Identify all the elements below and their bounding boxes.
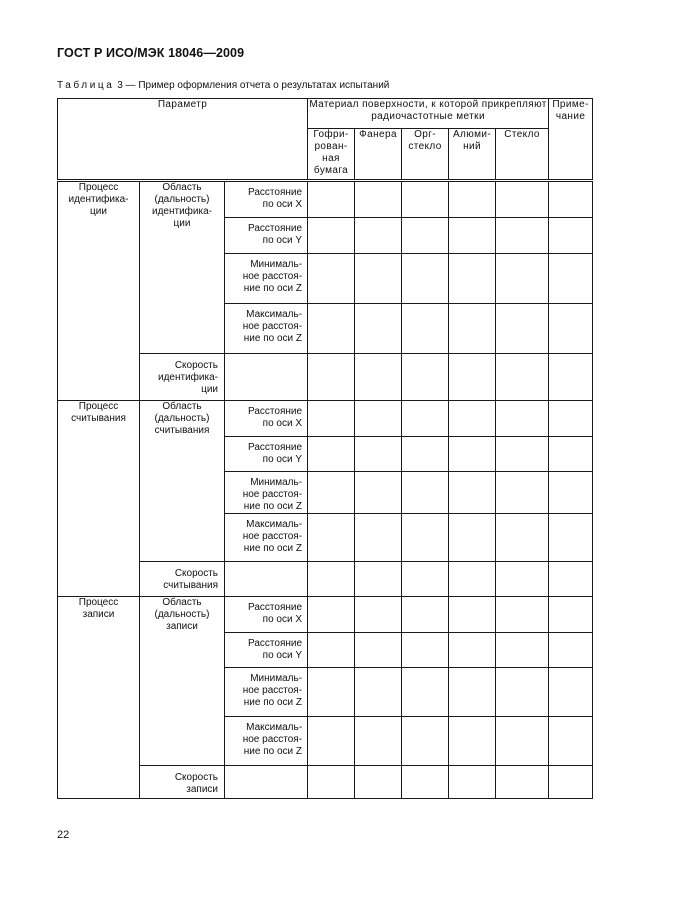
data-cell bbox=[549, 472, 593, 514]
data-cell bbox=[308, 717, 355, 766]
data-cell bbox=[308, 472, 355, 514]
area-label: Область (дальность) считывания bbox=[140, 401, 225, 562]
data-cell bbox=[355, 401, 402, 437]
data-cell bbox=[308, 668, 355, 717]
header-material-group: Материал поверхности, к которой прикрепляют радиочастотные метки bbox=[308, 99, 549, 129]
header-material: Алюми- ний bbox=[449, 129, 496, 181]
area-label: Область (дальность) идентифика- ции bbox=[140, 181, 225, 354]
data-cell bbox=[549, 562, 593, 597]
data-cell bbox=[496, 218, 549, 254]
measurement-label: Расстояние по оси Y bbox=[225, 633, 308, 668]
data-cell bbox=[549, 218, 593, 254]
data-cell bbox=[549, 717, 593, 766]
data-cell bbox=[402, 514, 449, 562]
data-cell bbox=[449, 766, 496, 799]
data-cell bbox=[496, 354, 549, 401]
data-cell bbox=[355, 597, 402, 633]
measurement-label: Расстояние по оси Y bbox=[225, 437, 308, 472]
data-cell bbox=[308, 437, 355, 472]
data-cell bbox=[496, 633, 549, 668]
data-cell bbox=[496, 437, 549, 472]
header-material: Гофри- рован- ная бумага bbox=[308, 129, 355, 181]
process-label: Процесс записи bbox=[58, 597, 140, 799]
area-label: Область (дальность) записи bbox=[140, 597, 225, 766]
data-cell bbox=[355, 218, 402, 254]
header-material: Фанера bbox=[355, 129, 402, 181]
data-cell bbox=[449, 514, 496, 562]
data-cell bbox=[355, 304, 402, 354]
measurement-label: Расстояние по оси X bbox=[225, 401, 308, 437]
data-cell bbox=[496, 562, 549, 597]
data-cell bbox=[402, 304, 449, 354]
data-cell bbox=[402, 354, 449, 401]
data-cell bbox=[402, 218, 449, 254]
data-cell bbox=[496, 597, 549, 633]
data-cell bbox=[449, 218, 496, 254]
page-number: 22 bbox=[57, 829, 70, 841]
data-cell bbox=[355, 437, 402, 472]
table-caption bbox=[57, 80, 389, 91]
data-cell bbox=[496, 717, 549, 766]
data-cell bbox=[402, 401, 449, 437]
data-cell bbox=[402, 633, 449, 668]
table-caption-text: 3 — Пример оформления отчета о результатах испытаний bbox=[114, 80, 390, 91]
data-cell bbox=[355, 562, 402, 597]
data-cell bbox=[402, 597, 449, 633]
data-cell bbox=[449, 597, 496, 633]
data-cell bbox=[355, 668, 402, 717]
data-cell bbox=[496, 181, 549, 218]
data-cell bbox=[355, 254, 402, 304]
data-cell bbox=[308, 304, 355, 354]
speed-label: Скорость идентифика- ции bbox=[140, 354, 225, 401]
header-material: Стекло bbox=[496, 129, 549, 181]
data-cell bbox=[402, 437, 449, 472]
data-cell bbox=[449, 254, 496, 304]
data-cell bbox=[549, 254, 593, 304]
data-cell bbox=[355, 354, 402, 401]
data-cell bbox=[402, 181, 449, 218]
data-cell bbox=[549, 354, 593, 401]
data-cell bbox=[449, 472, 496, 514]
data-cell bbox=[355, 472, 402, 514]
data-cell bbox=[308, 514, 355, 562]
header-parameter: Параметр bbox=[58, 99, 308, 181]
data-cell bbox=[496, 254, 549, 304]
data-cell bbox=[449, 354, 496, 401]
data-cell bbox=[308, 597, 355, 633]
measurement-label: Расстояние по оси X bbox=[225, 597, 308, 633]
data-cell bbox=[549, 304, 593, 354]
measurement-label: Минималь- ное расстоя- ние по оси Z bbox=[225, 668, 308, 717]
data-cell bbox=[308, 354, 355, 401]
measurement-label: Максималь- ное расстоя- ние по оси Z bbox=[225, 717, 308, 766]
table-caption-label: Таблица bbox=[57, 80, 115, 91]
data-cell bbox=[225, 354, 308, 401]
data-cell bbox=[355, 633, 402, 668]
data-cell bbox=[308, 181, 355, 218]
data-cell bbox=[308, 766, 355, 799]
data-cell bbox=[449, 401, 496, 437]
data-cell bbox=[308, 401, 355, 437]
data-cell bbox=[549, 437, 593, 472]
process-label: Процесс идентифика- ции bbox=[58, 181, 140, 401]
data-cell bbox=[308, 218, 355, 254]
data-cell bbox=[496, 514, 549, 562]
data-cell bbox=[549, 401, 593, 437]
speed-label: Скорость считывания bbox=[140, 562, 225, 597]
data-cell bbox=[549, 766, 593, 799]
data-cell bbox=[225, 766, 308, 799]
data-cell bbox=[402, 766, 449, 799]
data-cell bbox=[402, 254, 449, 304]
data-cell bbox=[496, 668, 549, 717]
data-cell bbox=[496, 766, 549, 799]
data-cell bbox=[355, 514, 402, 562]
data-cell bbox=[449, 562, 496, 597]
data-cell bbox=[308, 562, 355, 597]
data-cell bbox=[355, 766, 402, 799]
data-cell bbox=[402, 472, 449, 514]
measurement-label: Максималь- ное расстоя- ние по оси Z bbox=[225, 514, 308, 562]
data-cell bbox=[449, 668, 496, 717]
data-cell bbox=[449, 181, 496, 218]
data-cell bbox=[496, 401, 549, 437]
data-cell bbox=[496, 472, 549, 514]
data-cell bbox=[449, 437, 496, 472]
table-row bbox=[58, 597, 593, 633]
measurement-label: Расстояние по оси Y bbox=[225, 218, 308, 254]
data-cell bbox=[549, 514, 593, 562]
measurement-label: Минималь- ное расстоя- ние по оси Z bbox=[225, 254, 308, 304]
document-title: ГОСТ Р ИСО/МЭК 18046—2009 bbox=[57, 46, 245, 60]
data-cell bbox=[449, 717, 496, 766]
data-cell bbox=[402, 717, 449, 766]
measurement-label: Минималь- ное расстоя- ние по оси Z bbox=[225, 472, 308, 514]
table-row bbox=[58, 401, 593, 437]
data-cell bbox=[355, 717, 402, 766]
data-cell bbox=[402, 668, 449, 717]
header-note: Приме- чание bbox=[549, 99, 593, 181]
data-cell bbox=[225, 562, 308, 597]
test-report-table bbox=[57, 98, 593, 799]
data-cell bbox=[449, 304, 496, 354]
data-cell bbox=[308, 254, 355, 304]
data-cell bbox=[549, 668, 593, 717]
data-cell bbox=[308, 633, 355, 668]
data-cell bbox=[549, 597, 593, 633]
measurement-label: Расстояние по оси X bbox=[225, 181, 308, 218]
data-cell bbox=[496, 304, 549, 354]
data-cell bbox=[549, 181, 593, 218]
speed-label: Скорость записи bbox=[140, 766, 225, 799]
measurement-label: Максималь- ное расстоя- ние по оси Z bbox=[225, 304, 308, 354]
data-cell bbox=[402, 562, 449, 597]
data-cell bbox=[449, 633, 496, 668]
process-label: Процесс считывания bbox=[58, 401, 140, 597]
header-material: Орг- стекло bbox=[402, 129, 449, 181]
table-row bbox=[58, 181, 593, 218]
data-cell bbox=[355, 181, 402, 218]
data-cell bbox=[549, 633, 593, 668]
